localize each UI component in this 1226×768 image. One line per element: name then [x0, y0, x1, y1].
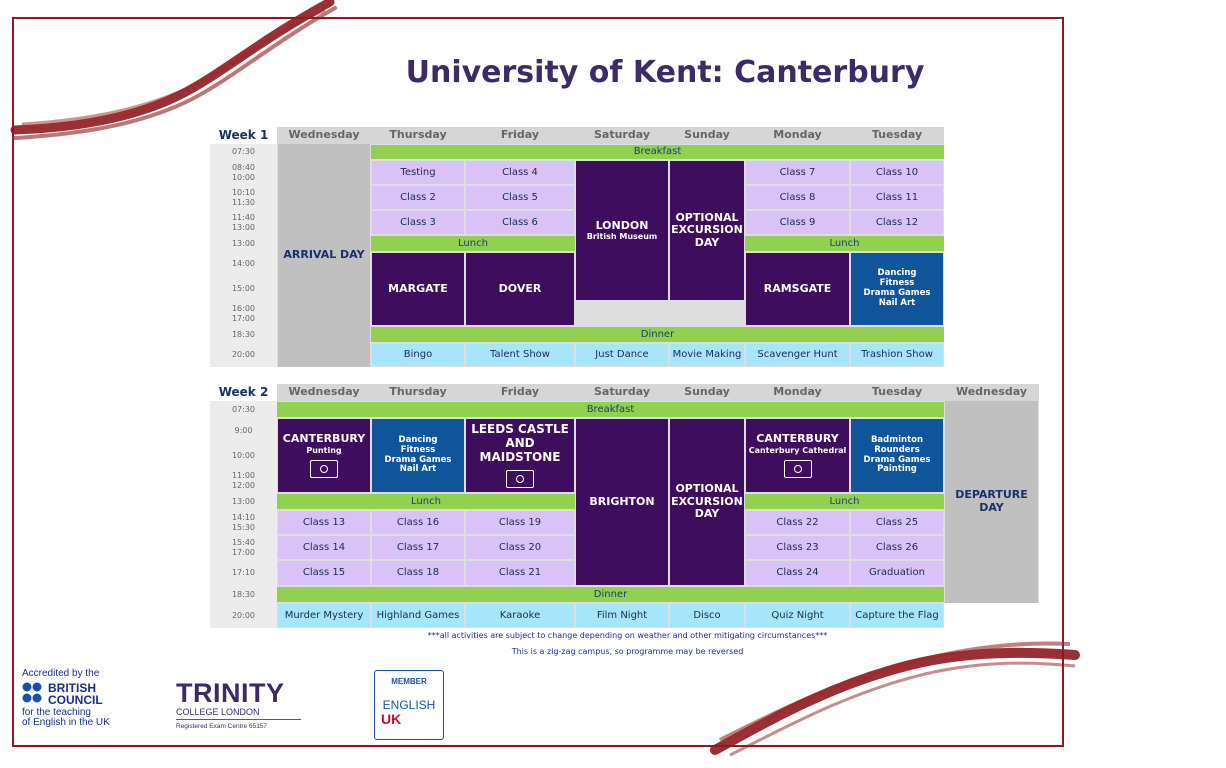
- week2-timetable: [210, 384, 1039, 628]
- day-header: Wednesday: [277, 127, 371, 144]
- day-header: Tuesday: [850, 384, 944, 401]
- week1-label: Week 1: [210, 127, 277, 144]
- day-header: Sunday: [669, 127, 745, 144]
- time-slot: 15:00: [210, 276, 277, 301]
- bc-sub-line2: of English in the UK: [22, 717, 110, 728]
- time-slot: 16:00 17:00: [210, 301, 277, 326]
- class-cell: Class 18: [372, 561, 464, 585]
- trinity-subtitle: COLLEGE LONDON: [176, 707, 301, 720]
- class-cell: Class 25: [851, 511, 943, 534]
- class-cell: Class 9: [746, 211, 849, 234]
- lunch-bar: Lunch: [745, 236, 944, 251]
- time-slot: 13:00: [210, 235, 277, 252]
- class-cell: Class 7: [746, 161, 849, 184]
- class-cell: Class 5: [466, 186, 574, 209]
- canterbury-excursion: CANTERBURY Punting: [278, 419, 370, 492]
- evening-activity: Highland Games: [372, 604, 464, 627]
- evening-activity: Scavenger Hunt: [746, 344, 849, 366]
- activities-block: Dancing Fitness Drama Games Nail Art: [851, 253, 943, 325]
- class-cell: Class 12: [851, 211, 943, 234]
- lunch-bar: Lunch: [745, 494, 944, 509]
- class-cell: Class 16: [372, 511, 464, 534]
- evening-activity: Trashion Show: [851, 344, 943, 366]
- euk-english-text: ENGLISH: [382, 698, 436, 712]
- week1-timetable: [210, 127, 1039, 367]
- time-slot: 20:00: [210, 603, 277, 628]
- trinity-wordmark: TRINITY: [176, 678, 285, 708]
- evening-activity: Murder Mystery: [278, 604, 370, 627]
- class-cell: Class 13: [278, 511, 370, 534]
- bc-dots-icon: [22, 682, 46, 706]
- class-cell: Class 15: [278, 561, 370, 585]
- day-header: Friday: [465, 127, 575, 144]
- optional-excursion: OPTIONAL EXCURSION DAY: [670, 161, 744, 300]
- dinner-bar: Dinner: [277, 587, 944, 602]
- english-uk-logo: [374, 670, 444, 740]
- time-slot: 11:00 12:00: [210, 468, 277, 493]
- optional-excursion: OPTIONAL EXCURSION DAY: [670, 419, 744, 585]
- euk-uk-text: UK: [381, 711, 402, 727]
- day-header: Saturday: [575, 384, 669, 401]
- brush-stroke-top-left: [10, 0, 340, 140]
- dinner-bar: Dinner: [371, 327, 944, 342]
- bc-sub-line1: for the teaching: [22, 707, 91, 718]
- time-slot: 10:00: [210, 443, 277, 468]
- margate-excursion: MARGATE: [372, 253, 464, 325]
- disclaimer-note: ***all activities are subject to change depending on weather and other mitigating circumstances***: [427, 631, 828, 640]
- day-header: Friday: [465, 384, 575, 401]
- class-cell: Testing: [372, 161, 464, 184]
- page-title: University of Kent: Canterbury: [405, 55, 925, 90]
- day-header: Thursday: [371, 384, 465, 401]
- evening-activity: Bingo: [372, 344, 464, 366]
- time-slot: 07:30: [210, 144, 277, 160]
- breakfast-bar: Breakfast: [277, 402, 944, 417]
- lunch-bar: Lunch: [371, 236, 575, 251]
- activities-block: Dancing Fitness Drama Games Nail Art: [372, 419, 464, 492]
- ticket-icon: [506, 470, 534, 488]
- class-cell: Class 10: [851, 161, 943, 184]
- british-council-logo: [22, 668, 162, 728]
- class-cell: Class 11: [851, 186, 943, 209]
- euk-member-text: MEMBER: [391, 677, 427, 686]
- brighton-excursion: BRIGHTON: [576, 419, 668, 585]
- ticket-icon: [784, 460, 812, 478]
- time-slot: 17:10: [210, 560, 277, 586]
- day-header: Thursday: [371, 127, 465, 144]
- class-cell: Class 17: [372, 536, 464, 559]
- time-slot: 07:30: [210, 401, 277, 418]
- blank-column: [944, 127, 1039, 367]
- class-cell: Class 23: [746, 536, 849, 559]
- week2-label: Week 2: [210, 384, 277, 401]
- leeds-castle-excursion: LEEDS CASTLE AND MAIDSTONE: [466, 419, 574, 492]
- evening-activity: Disco: [670, 604, 744, 627]
- time-slot: 9:00: [210, 418, 277, 443]
- trinity-centre: Registered Exam Centre 65157: [176, 723, 268, 730]
- activities-block: Badminton Rounders Drama Games Painting: [851, 419, 943, 492]
- time-slot: 13:00: [210, 493, 277, 510]
- evening-activity: Just Dance: [576, 344, 668, 366]
- bc-accredited-text: Accredited by the: [22, 668, 100, 679]
- time-slot: 18:30: [210, 326, 277, 343]
- arrival-day: ARRIVAL DAY: [278, 144, 370, 367]
- departure-day: DEPARTURE DAY: [945, 401, 1038, 603]
- evening-activity: Movie Making: [670, 344, 744, 366]
- ticket-icon: [310, 460, 338, 478]
- time-slot: 15:40 17:00: [210, 535, 277, 560]
- time-slot: 11:40 13:00: [210, 210, 277, 235]
- class-cell: Class 19: [466, 511, 574, 534]
- time-slot: 08:40 10:00: [210, 160, 277, 185]
- class-cell: Class 6: [466, 211, 574, 234]
- class-cell: Class 24: [746, 561, 849, 585]
- time-slot: 14:00: [210, 252, 277, 276]
- london-excursion: LONDON British Museum: [576, 161, 668, 300]
- day-header: Wednesday: [944, 384, 1039, 401]
- lunch-bar: Lunch: [277, 494, 575, 509]
- class-cell: Class 20: [466, 536, 574, 559]
- class-cell: Class 14: [278, 536, 370, 559]
- class-cell: Class 26: [851, 536, 943, 559]
- day-header: Wednesday: [277, 384, 371, 401]
- breakfast-bar: Breakfast: [371, 145, 944, 159]
- class-cell: Class 3: [372, 211, 464, 234]
- class-cell: Class 22: [746, 511, 849, 534]
- evening-activity: Quiz Night: [746, 604, 849, 627]
- evening-activity: Capture the Flag: [851, 604, 943, 627]
- trinity-logo: [176, 680, 301, 730]
- day-header: Sunday: [669, 384, 745, 401]
- day-header: Monday: [745, 127, 850, 144]
- class-cell: Graduation: [851, 561, 943, 585]
- ramsgate-excursion: RAMSGATE: [746, 253, 849, 325]
- class-cell: Class 21: [466, 561, 574, 585]
- time-slot: 10:10 11:30: [210, 185, 277, 210]
- bc-name-line1: BRITISH: [48, 681, 96, 695]
- evening-activity: Karaoke: [466, 604, 574, 627]
- day-header: Monday: [745, 384, 850, 401]
- blank-cell: [944, 603, 1039, 628]
- class-cell: Class 2: [372, 186, 464, 209]
- dover-excursion: DOVER: [466, 253, 574, 325]
- bc-name-line2: COUNCIL: [48, 693, 103, 707]
- evening-activity: Talent Show: [466, 344, 574, 366]
- day-header: Saturday: [575, 127, 669, 144]
- evening-activity: Film Night: [576, 604, 668, 627]
- time-slot: 18:30: [210, 586, 277, 603]
- class-cell: Class 4: [466, 161, 574, 184]
- time-slot: 20:00: [210, 343, 277, 367]
- canterbury-cathedral-excursion: CANTERBURY Canterbury Cathedral: [746, 419, 849, 492]
- class-cell: Class 8: [746, 186, 849, 209]
- day-header: Tuesday: [850, 127, 944, 144]
- zigzag-note: This is a zig-zag campus, so programme may be reversed: [511, 647, 744, 656]
- time-slot: 14:10 15:30: [210, 510, 277, 535]
